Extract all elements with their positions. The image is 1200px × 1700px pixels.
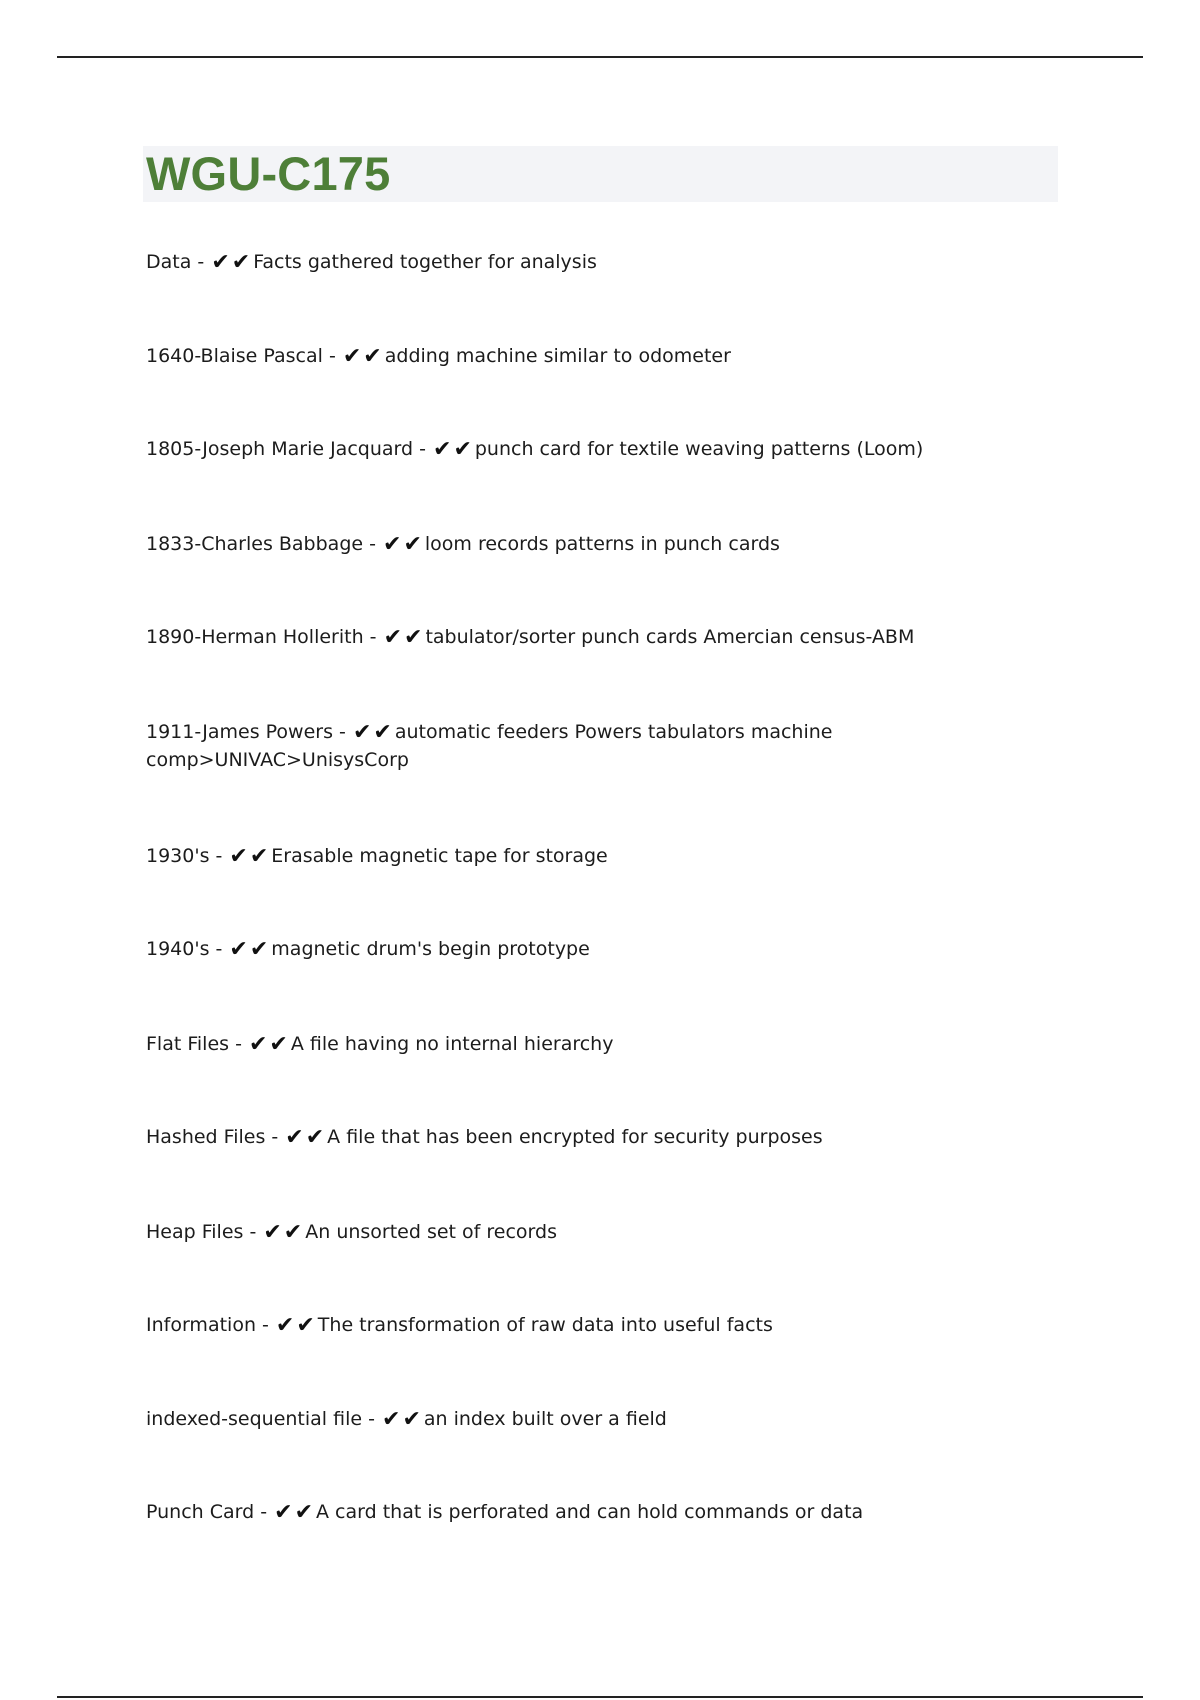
checkmark-icon: ✔ (296, 1313, 315, 1338)
checkmark-icon: ✔ (363, 344, 382, 369)
entry-definition: An unsorted set of records (305, 1221, 557, 1243)
entry-separator: - (254, 1501, 274, 1523)
header-rule (57, 56, 1143, 58)
list-item (146, 1311, 1046, 1339)
checkmark-icon: ✔ (248, 1032, 268, 1057)
checkmark-icon: ✔ (433, 437, 452, 462)
list-item (146, 1123, 1046, 1151)
entry-separator: - (255, 1314, 275, 1336)
entry-definition-continued: comp>UNIVAC>UnisysCorp (146, 749, 409, 771)
entry-definition: A file having no internal hierarchy (290, 1033, 614, 1055)
checkmark-icon: ✔ (383, 625, 403, 650)
entry-definition: loom records patterns in punch cards (424, 533, 780, 555)
entry-separator: - (209, 938, 229, 960)
entry-term: Heap Files (146, 1221, 244, 1243)
checkmark-icon: ✔ (404, 625, 423, 650)
checkmark-icon: ✔ (305, 1125, 325, 1150)
entry-separator: - (363, 626, 383, 648)
checkmark-icon: ✔ (294, 1500, 313, 1525)
checkmark-icon: ✔ (382, 1407, 401, 1432)
entry-term: Flat Files (146, 1033, 230, 1055)
list-item (146, 623, 1046, 651)
page-title: WGU-C175 (146, 147, 391, 200)
entry-separator: - (362, 1408, 381, 1430)
entry-term: indexed-sequential file (146, 1408, 363, 1430)
list-item (146, 935, 1046, 963)
entry-definition: adding machine similar to odometer (384, 345, 731, 367)
list-item (146, 1218, 1046, 1246)
checkmark-icon: ✔ (249, 937, 269, 962)
entry-definition: automatic feeders Powers tabulators machine (394, 721, 833, 743)
entry-term: 1930's (146, 845, 210, 867)
entry-term: 1640-Blaise Pascal (146, 345, 323, 367)
entry-definition: A card that is perforated and can hold commands or data (316, 1501, 864, 1523)
list-item (146, 1030, 1046, 1058)
checkmark-icon: ✔ (352, 720, 372, 745)
checkmark-icon: ✔ (263, 1220, 282, 1245)
checkmark-icon: ✔ (402, 1407, 421, 1432)
entry-definition: Facts gathered together for analysis (253, 251, 597, 273)
checkmark-icon: ✔ (403, 532, 422, 557)
entry-separator: - (209, 845, 229, 867)
list-item (146, 718, 1046, 774)
entry-definition: an index built over a field (423, 1408, 667, 1430)
entry-term: Punch Card (146, 1501, 255, 1523)
entry-term: Hashed Files (146, 1126, 266, 1148)
list-item (146, 1405, 1046, 1433)
entry-term: Information (146, 1314, 256, 1336)
checkmark-icon: ✔ (283, 1220, 303, 1245)
entry-definition: A file that has been encrypted for security purposes (327, 1126, 823, 1148)
entry-definition: Erasable magnetic tape for storage (271, 845, 608, 867)
entry-term: 1805-Joseph Marie Jacquard (146, 438, 414, 460)
checkmark-icon: ✔ (342, 344, 362, 369)
footer-rule (57, 1696, 1143, 1698)
entry-separator: - (322, 345, 342, 367)
entry-term: 1911-James Powers (146, 721, 333, 743)
list-item (146, 248, 1046, 276)
entry-definition: magnetic drum's begin prototype (271, 938, 590, 960)
checkmark-icon: ✔ (229, 844, 248, 869)
checkmark-icon: ✔ (383, 532, 402, 557)
list-item (146, 530, 1046, 558)
checkmark-icon: ✔ (274, 1500, 293, 1525)
checkmark-icon: ✔ (211, 250, 230, 275)
checkmark-icon: ✔ (249, 844, 269, 869)
entry-separator: - (363, 533, 383, 555)
list-item (146, 435, 1046, 463)
entry-separator: - (333, 721, 352, 743)
checkmark-icon: ✔ (275, 1313, 295, 1338)
checkmark-icon: ✔ (269, 1032, 288, 1057)
entry-separator: - (191, 251, 211, 273)
entry-term: 1833-Charles Babbage (146, 533, 364, 555)
entry-separator: - (229, 1033, 248, 1055)
entry-definition: The transformation of raw data into useful facts (317, 1314, 773, 1336)
entry-term: 1940's (146, 938, 210, 960)
checkmark-icon: ✔ (453, 437, 472, 462)
entry-definition: punch card for textile weaving patterns (Loom) (474, 438, 924, 460)
checkmark-icon: ✔ (373, 720, 392, 745)
entry-term: Data (146, 251, 192, 273)
entry-definition: tabulator/sorter punch cards Amercian census-ABM (425, 626, 915, 648)
list-item (146, 1498, 1046, 1526)
entry-separator: - (413, 438, 432, 460)
list-item (146, 842, 1046, 870)
checkmark-icon: ✔ (231, 250, 251, 275)
list-item (146, 342, 1046, 370)
entry-term: 1890-Herman Hollerith (146, 626, 364, 648)
entry-separator: - (243, 1221, 263, 1243)
checkmark-icon: ✔ (229, 937, 248, 962)
checkmark-icon: ✔ (285, 1125, 304, 1150)
entry-separator: - (265, 1126, 285, 1148)
